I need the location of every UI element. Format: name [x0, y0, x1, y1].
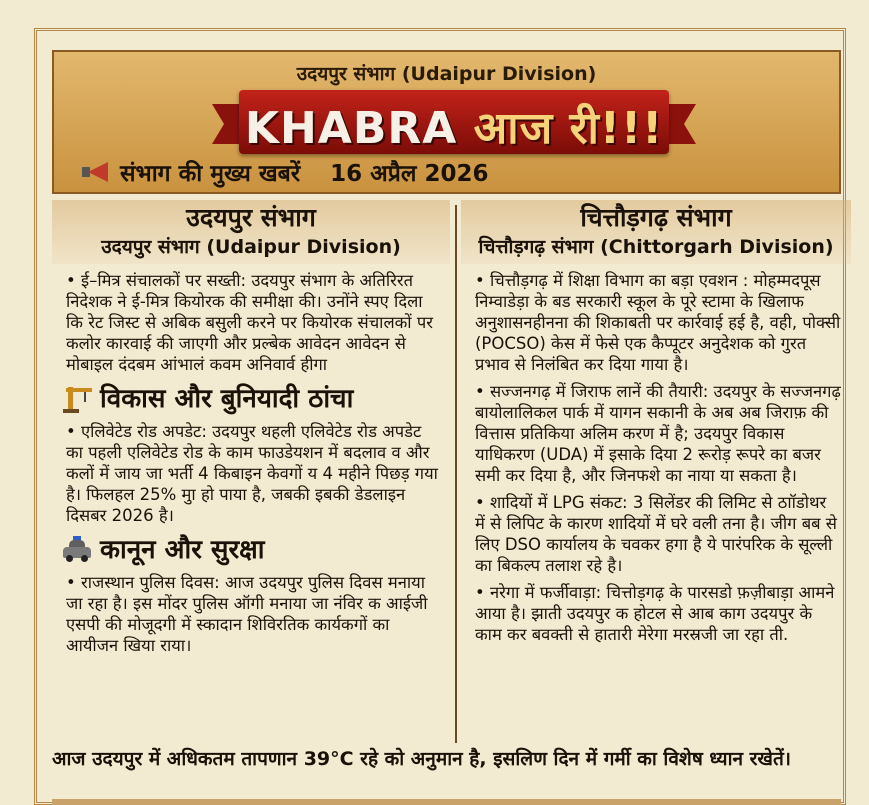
narega-news-item: • नरेगा में फर्जीवाड़ा: चित्तोड़गढ़ के पारसडो फ़ज़ीबाड़ा आमने आया है। झाती उदयपुर क होटल से आब काग उदयपुर के काम कर बवक्ती से हातारी मेरेगा मरस्रजी जा रहा ती. — [475, 583, 835, 644]
masthead-part1: KHABRA — [244, 103, 474, 154]
education-news-item: • चित्तौड़गढ़ में शिक्षा विभाग का बड़ा एवशन : मोहम्मदपूस निम्वाडेड़ा के बड सरकारी स्कूल के पूरे स्टामा के खिलाफ अनुशासनहीनना की शिकाबती पर कार्रवाई हई है, वही, पोक्सी (POCSO) केस में फेसे एक कैप्पूटर अनुदेशक को गुरत प्रभाव से निलंबित कर दिया गाया है। — [475, 271, 841, 374]
police-day-news-item: • राजस्थान पुलिस दिवस: आज उदयपुर पुलिस दिवस मनाया जा रहा है। इस मोंदर पुलिस ऑगी मनाया जा नंविर क आईजी एसपी की मोजूदगी में स्कादान शिविरतिक कार्यकगों का आयीजन खिया राया। — [66, 573, 428, 655]
weather-note: आज उदयपुर में अधिकतम तापणान 39°C रहे को अनुमान है, इसलिण दिन में गर्मी का विशेष ध्यान रखेतें। — [52, 748, 792, 770]
chittorgarh-column — [461, 200, 851, 645]
udaipur-column-subtitle: उदयपुर संभाग (Udaipur Division) — [101, 236, 401, 258]
elevated-road-news-item: • एलिवेटेड रोड अपडेट: उदयपुर थहली एलिवेटेड रोड अपडेट का पहली एलिवेटेड रोड के काम फाउडेयशन में बदलाव व और कलों में जाय जा भर्ती 4 किबाइन केवगों य 4 महीने पिछड़ गया है। फिलहल 25% मुा हो पाया है, जबकी इबकी डेडलाइन दिसबर 2026 है। — [66, 422, 438, 525]
chittorgarh-column-header — [461, 200, 851, 264]
masthead-title — [239, 96, 669, 156]
column-divider — [455, 205, 457, 743]
footer-bar — [52, 799, 841, 805]
subheading: संभाग की मुख्य खबरें — [120, 161, 301, 187]
issue-date: 16 अप्रैल 2026 — [330, 161, 489, 187]
header-banner — [52, 50, 841, 194]
chittorgarh-column-subtitle: चित्तौड़गढ़ संभाग (Chittorgarh Division) — [478, 236, 834, 258]
emitra-news-item: • ई–मित्र संचालकों पर सख्ती: उदयपुर संभाग के अतिरिरत निदेशक ने ई-मित्र कियोरक की समीक्षा की। उनोंने स्पए दिला कि रेट जिस्ट से अबिक बसुली करने पर कियोरक संचालकों पर कलोर कारवाई की जाएगी और प्रल्बेक आवेदन आवेदन से मोबाइल दंदबम आंभालं कवम अनिवार्व हीगा — [66, 271, 433, 374]
law-section-title: कानून और सुरक्षा — [100, 535, 265, 565]
masthead-ribbon — [239, 90, 669, 154]
masthead-part2: आज री!!! — [473, 103, 664, 154]
law-section-heading — [62, 534, 450, 566]
development-section-heading — [62, 383, 450, 415]
dateline — [82, 156, 488, 188]
region-label: उदयपुर संभाग (Udaipur Division) — [296, 63, 597, 85]
udaipur-column-title: उदयपुर संभाग — [186, 203, 316, 232]
giraffe-news-item: • सज्जनगढ़ में जिराफ लानें की तैयारी: उदयपुर के सज्जनगढ़ बायोलालिकल पार्क में यागन सकानी के अब अब जिराफ़ की वित्तास प्रतिकिया अलिम करण में है; उदयपुर विकास याधिकरण (UDA) में इसाके दिया 2 रूरोड़ रूपरे का बजर समी कर दिया है, और जिनफशे का नाया या सकता है। — [475, 382, 841, 485]
development-section-title: विकास और बुनियादी ठांचा — [100, 384, 354, 414]
udaipur-column — [52, 200, 450, 656]
lpg-news-item: • शादियों में LPG संकट: 3 सिलेंडर की लिमिट से ठाॉडोथर में से लिपिट के कारण शादियों में घरे वली तना है। जीग बब से लिए DSO कार्यालय के चवकर हगा है ये पारंपरिक के सूल्ली का बिकल्प तलाश रहे है। — [475, 493, 837, 575]
crane-icon — [62, 385, 92, 413]
megaphone-icon — [82, 161, 112, 183]
police-car-icon — [62, 536, 92, 564]
udaipur-column-header — [52, 200, 450, 264]
chittorgarh-column-title: चित्तौड़गढ़ संभाग — [580, 203, 732, 232]
